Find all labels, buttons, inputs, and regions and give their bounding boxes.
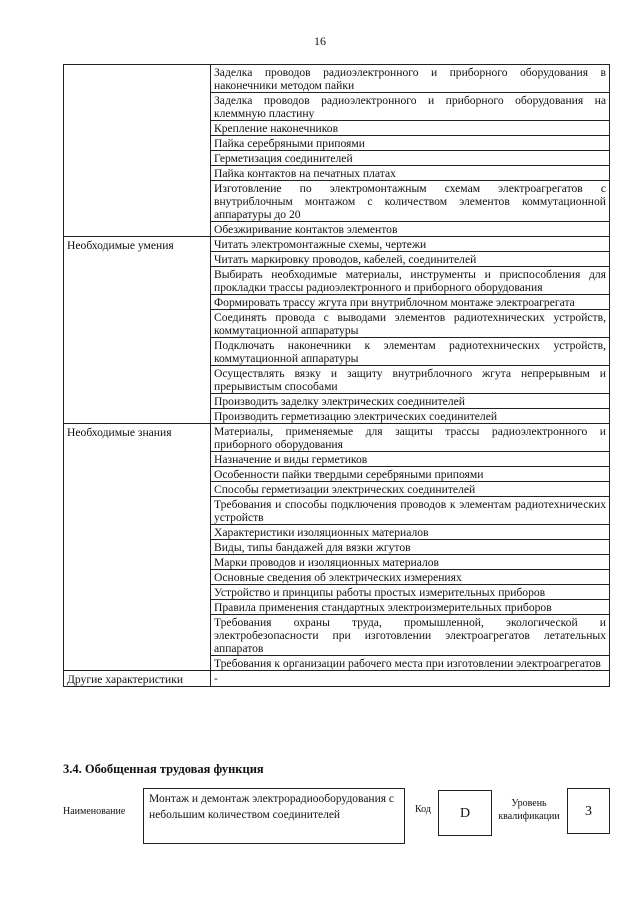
labor-function-table [63,64,610,687]
knowledge-item: Требования к организации рабочего места при изготовлении электроагрегатов [211,656,610,671]
labor-action-item: Изготовление по электромонтажным схемам электроагрегатов с внутриблочным монтажом с количеством элементов коммутационной аппаратуры до 20 [211,181,610,222]
level-value: 3 [567,788,610,834]
knowledge-item: Основные сведения об электрических измерениях [211,570,610,585]
table-row [64,671,610,687]
name-value: Монтаж и демонтаж электрорадиооборудования с небольшим количеством соединителей [143,788,405,844]
knowledge-item: Устройство и принципы работы простых измерительных приборов [211,585,610,600]
other-characteristics-label: Другие характеристики [64,671,211,687]
knowledge-item: Правила применения стандартных электроизмерительных приборов [211,600,610,615]
page-number: 16 [314,34,326,48]
labor-action-item: Пайка контактов на печатных платах [211,166,610,181]
knowledge-item: Материалы, применяемые для защиты трассы радиоэлектронного и приборного оборудования [211,424,610,452]
labor-action-item: Заделка проводов радиоэлектронного и приборного оборудования на клеммную пластину [211,93,610,121]
labor-action-item: Крепление наконечников [211,121,610,136]
skill-item: Читать электромонтажные схемы, чертежи [211,237,610,252]
knowledge-item: Характеристики изоляционных материалов [211,525,610,540]
name-label: Наименование [63,806,126,817]
skill-item: Производить герметизацию электрических соединителей [211,409,610,424]
table-row [64,65,610,93]
skill-item: Читать маркировку проводов, кабелей, соединителей [211,252,610,267]
knowledge-item: Марки проводов и изоляционных материалов [211,555,610,570]
knowledge-item: Требования охраны труда, промышленной, экологической и электробезопасности при изготовлении электроагрегатов летательных аппаратов [211,615,610,656]
section-title: 3.4. Обобщенная трудовая функция [63,762,264,776]
labor-action-item: Пайка серебряными припоями [211,136,610,151]
knowledge-item: Назначение и виды герметиков [211,452,610,467]
knowledge-label: Необходимые знания [64,424,211,671]
skill-item: Выбирать необходимые материалы, инструменты и приспособления для прокладки трассы радиоэлектронного и приборного оборудования [211,267,610,295]
labor-action-item: Обезжиривание контактов элементов [211,222,610,237]
level-label: Уровень квалификации [498,798,560,822]
knowledge-item: Требования и способы подключения проводов к элементам радиотехнических устройств [211,497,610,525]
skill-item: Соединять провода с выводами элементов радиотехнических устройств, коммутационной аппаратуры [211,310,610,338]
code-label: Код [415,804,431,815]
other-characteristics-value: - [211,671,610,687]
knowledge-item: Виды, типы бандажей для вязки жгутов [211,540,610,555]
skill-item: Осуществлять вязку и защиту внутриблочного жгута непрерывным и прерывистым способами [211,366,610,394]
generalized-function-block [63,788,610,848]
skill-item: Производить заделку электрических соединителей [211,394,610,409]
skill-item: Подключать наконечники к элементам радиотехнических устройств, коммутационной аппаратуры [211,338,610,366]
skill-label: Необходимые умения [64,237,211,424]
code-value: D [438,790,492,836]
table-row [64,424,610,452]
labor-action-label [64,65,211,237]
labor-action-item: Герметизация соединителей [211,151,610,166]
table-row [64,237,610,252]
skill-item: Формировать трассу жгута при внутриблочном монтаже электроагрегата [211,295,610,310]
knowledge-item: Особенности пайки твердыми серебряными припоями [211,467,610,482]
knowledge-item: Способы герметизации электрических соединителей [211,482,610,497]
labor-action-item: Заделка проводов радиоэлектронного и приборного оборудования в наконечники методом пайки [211,65,610,93]
